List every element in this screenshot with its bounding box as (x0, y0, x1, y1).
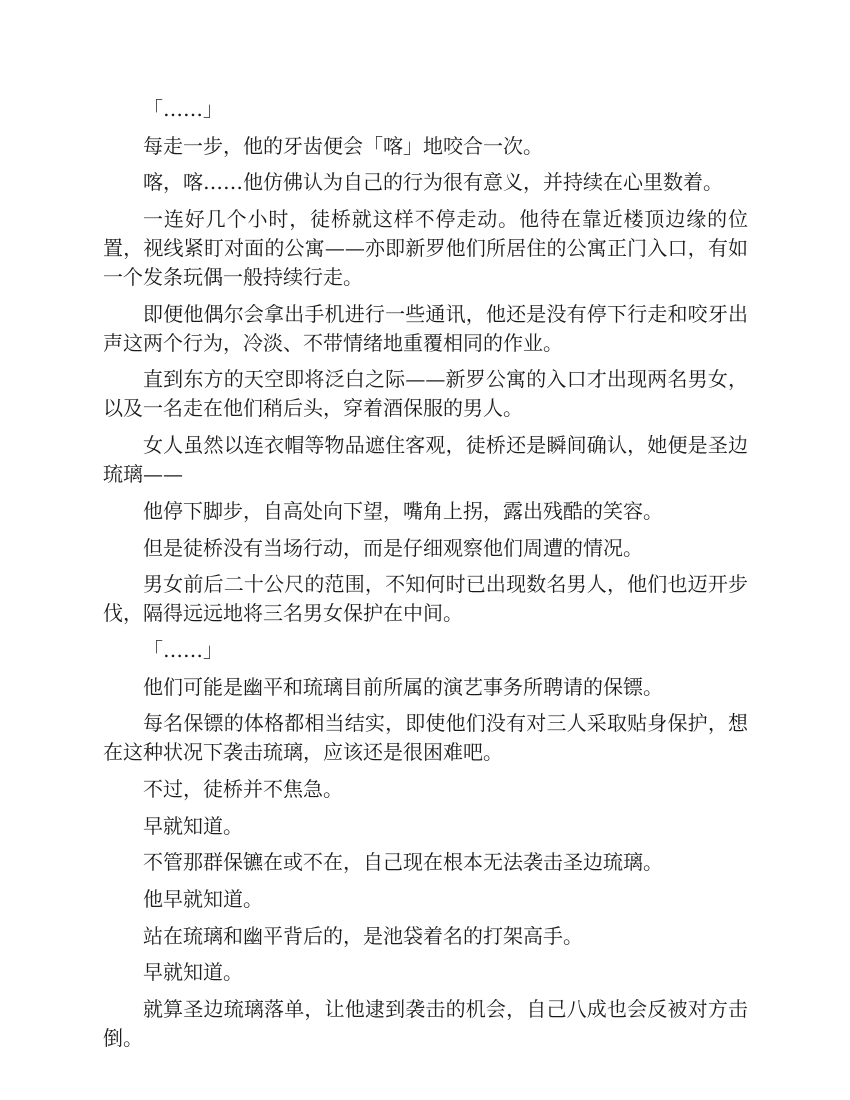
paragraph: 「……」 (143, 97, 223, 121)
paragraph: 不管那群保镳在或不在，自己现在根本无法袭击圣边琉璃。 (143, 850, 663, 875)
paragraph: 每走一步，他的牙齿便会「喀」地咬合一次。 (143, 133, 543, 158)
paragraph: 女人虽然以连衣帽等物品遮住客观，徒桥还是瞬间确认，她便是圣边琉璃—— (103, 433, 748, 487)
paragraph: 他们可能是幽平和琉璃目前所属的演艺事务所聘请的保镖。 (143, 674, 663, 699)
document-page (103, 95, 748, 1061)
paragraph: 早就知道。 (143, 813, 243, 838)
paragraph: 一连好几个小时，徒桥就这样不停走动。他待在靠近楼顶边缘的位置，视线紧盯对面的公寓——亦即新罗他们所居住的公寓正门入口，有如一个发条玩偶一般持续行走。 (103, 207, 748, 290)
paragraph: 他早就知道。 (143, 887, 263, 911)
paragraph: 不过，徒桥并不焦急。 (143, 776, 343, 801)
paragraph: 男女前后二十公尺的范围，不知何时已出现数名男人，他们也迈开步伐，隔得远远地将三名男女保护在中间。 (103, 572, 748, 626)
paragraph: 即便他偶尔会拿出手机进行一些通讯，他还是没有停下行走和咬牙出声这两个行为，冷淡、不带情绪地重覆相同的作业。 (103, 301, 748, 355)
paragraph: 直到东方的天空即将泛白之际——新罗公寓的入口才出现两名男女，以及一名走在他们稍后头，穿着酒保服的男人。 (103, 367, 748, 421)
paragraph: 「……」 (143, 637, 223, 662)
paragraph: 就算圣边琉璃落单，让他逮到袭击的机会，自己八成也会反被对方击倒。 (103, 997, 748, 1051)
paragraph: 每名保镖的体格都相当结实，即使他们没有对三人采取贴身保护，想在这种状况下袭击琉璃，应该还是很困难吧。 (103, 711, 748, 765)
paragraph: 他停下脚步，自高处向下望，嘴角上拐，露出残酷的笑容。 (143, 498, 663, 523)
paragraph: 早就知道。 (143, 960, 243, 985)
paragraph: 站在琉璃和幽平背后的，是池袋着名的打架高手。 (143, 923, 583, 948)
paragraph: 但是徒桥没有当场行动，而是仔细观察他们周遭的情况。 (143, 535, 643, 560)
paragraph: 喀，喀……他仿佛认为自己的行为很有意义，并持续在心里数着。 (143, 170, 723, 195)
